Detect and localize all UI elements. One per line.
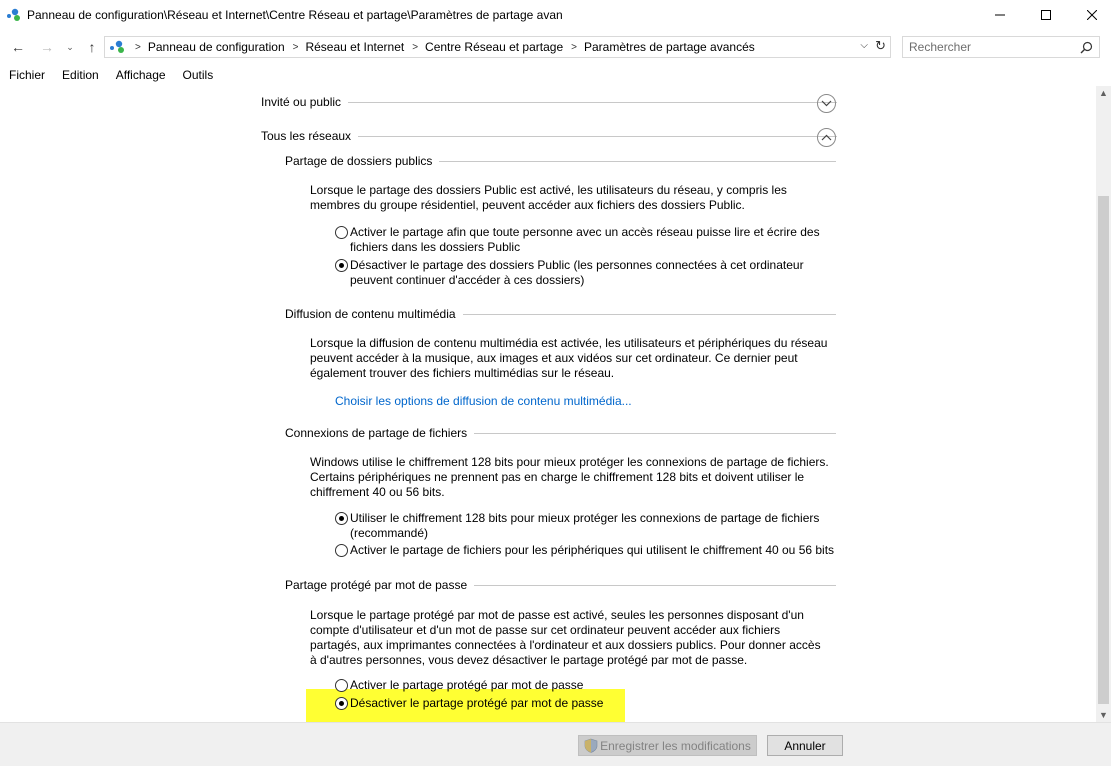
menu-outils[interactable]: Outils [182,68,214,82]
menu-bar [0,66,221,84]
search-input[interactable] [909,37,1079,57]
radio-password-enable[interactable] [335,678,835,693]
arrow-right-icon: → [40,39,54,55]
title-bar [0,0,1111,30]
section-media-streaming [285,306,836,322]
back-button[interactable] [9,37,27,57]
radio-label: Désactiver le partage des dossiers Public (les personnes connectées à cet ordinateur peuvent continuer d'accéder à ces dossiers) [350,258,804,287]
radio-encryption-128[interactable] [335,511,835,541]
arrow-left-icon: ← [11,39,25,55]
menu-fichier[interactable]: Fichier [9,68,46,82]
radio-label: Désactiver le partage protégé par mot de passe [350,696,604,710]
cancel-button[interactable] [767,735,843,756]
breadcrumb-advanced-sharing[interactable]: Paramètres de partage avancés [583,40,755,54]
radio-label: Activer le partage protégé par mot de passe [350,678,584,692]
refresh-icon[interactable]: ↻ [875,38,886,53]
settings-panel [0,86,1096,722]
public-folders-description: Lorsque le partage des dossiers Public est activé, les utilisateurs du réseau, y compris les membres du groupe résidentiel, peuvent accéder aux fichiers des dossiers Public. [310,183,787,212]
save-button[interactable] [578,735,757,756]
divider [348,102,837,103]
scrollbar-thumb[interactable] [1098,196,1109,704]
collapse-all-button[interactable] [817,128,836,147]
minimize-icon [995,10,1005,20]
divider [474,433,836,434]
chevron-down-icon: ⌄ [66,41,74,52]
section-file-sharing [285,425,836,441]
radio-button-selected[interactable] [335,697,348,710]
address-bar[interactable] [104,36,891,58]
group-label-all: Tous les réseaux [261,129,352,143]
breadcrumb-separator-icon: > [412,41,419,53]
breadcrumb-separator-icon: > [571,41,577,53]
maximize-button[interactable] [1023,0,1069,30]
divider [474,585,836,586]
chevron-up-icon [821,134,832,141]
radio-button-selected[interactable] [335,259,348,272]
menu-edition[interactable]: Edition [62,68,99,82]
media-description: Lorsque la diffusion de contenu multimédia est activée, les utilisateurs et périphériques du réseau peuvent accéder à la musique, aux images et aux vidéos sur cet ordinateur. Ce dernier peut également trouver des fichiers multimédias sur le réseau. [310,336,828,380]
address-dropdown-icon[interactable]: ⌵ [860,40,868,51]
divider [463,314,836,315]
minimize-button[interactable] [977,0,1023,30]
cancel-button-label: Annuler [784,738,826,753]
radio-label: Activer le partage afin que toute personne avec un accès réseau puisse lire et écrire des fichiers dans les dossiers Public [350,225,820,254]
section-title: Diffusion de contenu multimédia [285,307,456,321]
section-password-sharing [285,577,836,593]
section-public-folders [285,153,836,169]
breadcrumb-network-internet[interactable]: Réseau et Internet [305,40,405,54]
radio-button[interactable] [335,679,348,692]
radio-password-disable[interactable] [335,696,835,711]
address-row [0,34,1111,60]
up-button[interactable] [84,37,100,57]
scroll-up-icon[interactable]: ▲ [1099,88,1108,98]
radio-encryption-40-56[interactable] [335,543,835,558]
divider [358,136,837,137]
action-bar [0,722,1111,766]
maximize-icon [1041,10,1051,20]
radio-public-enable[interactable] [335,225,835,255]
network-icon [109,40,127,54]
section-title: Partage protégé par mot de passe [285,578,468,592]
network-icon [6,8,22,22]
menu-affichage[interactable]: Affichage [115,68,166,82]
search-icon[interactable] [1080,41,1093,54]
search-box[interactable] [902,36,1100,58]
password-description: Lorsque le partage protégé par mot de passe est activé, seules les personnes disposant d'un compte d'utilisateur et d'un mot de passe sur cet ordinateur peuvent accéder aux fichiers partagés, aux imprimantes connectées à l'ordinateur et aux dossiers publics. Pour donner accès à d'autres personnes, vous devez désactiver le partage protégé par mot de passe. [310,608,821,667]
arrow-up-icon: ↑ [88,39,96,55]
chevron-down-icon [821,100,832,107]
breadcrumb-control-panel[interactable]: Panneau de configuration [147,40,285,54]
uac-shield-icon [584,738,598,753]
radio-label: Activer le partage de fichiers pour les périphériques qui utilisent le chiffrement 40 ou 56 bits [350,543,835,557]
expand-guest-button[interactable] [817,94,836,113]
section-title: Connexions de partage de fichiers [285,426,468,440]
breadcrumb-network-center[interactable]: Centre Réseau et partage [425,40,564,54]
radio-public-disable[interactable] [335,258,835,288]
group-label-guest: Invité ou public [261,95,342,109]
group-header-guest[interactable] [261,93,837,111]
recent-locations-button[interactable] [64,37,76,57]
media-options-link[interactable]: Choisir les options de diffusion de contenu multimédia... [335,394,632,408]
close-icon [1087,10,1097,20]
group-header-all[interactable] [261,127,837,145]
breadcrumb-separator-icon: > [135,41,141,53]
divider [439,161,836,162]
breadcrumb-separator-icon: > [292,41,299,53]
forward-button[interactable] [38,37,56,57]
scroll-down-icon[interactable]: ▼ [1099,710,1108,720]
radio-button[interactable] [335,544,348,557]
save-button-label: Enregistrer les modifications [600,738,751,753]
radio-button[interactable] [335,226,348,239]
radio-button-selected[interactable] [335,512,348,525]
section-title: Partage de dossiers publics [285,154,433,168]
vertical-scrollbar[interactable] [1096,86,1111,722]
close-button[interactable] [1069,0,1111,30]
window-title: Panneau de configuration\Réseau et Internet\Centre Réseau et partage\Paramètres de partage avan [27,8,563,22]
file-sharing-description: Windows utilise le chiffrement 128 bits pour mieux protéger les connexions de partage de fichiers. Certains périphériques ne prennent pas en charge le chiffrement 128 bits et doivent utiliser le chiffrement 40 ou 56 bits. [310,455,829,499]
radio-label: Utiliser le chiffrement 128 bits pour mieux protéger les connexions de partage de fichiers (recommandé) [350,511,820,540]
